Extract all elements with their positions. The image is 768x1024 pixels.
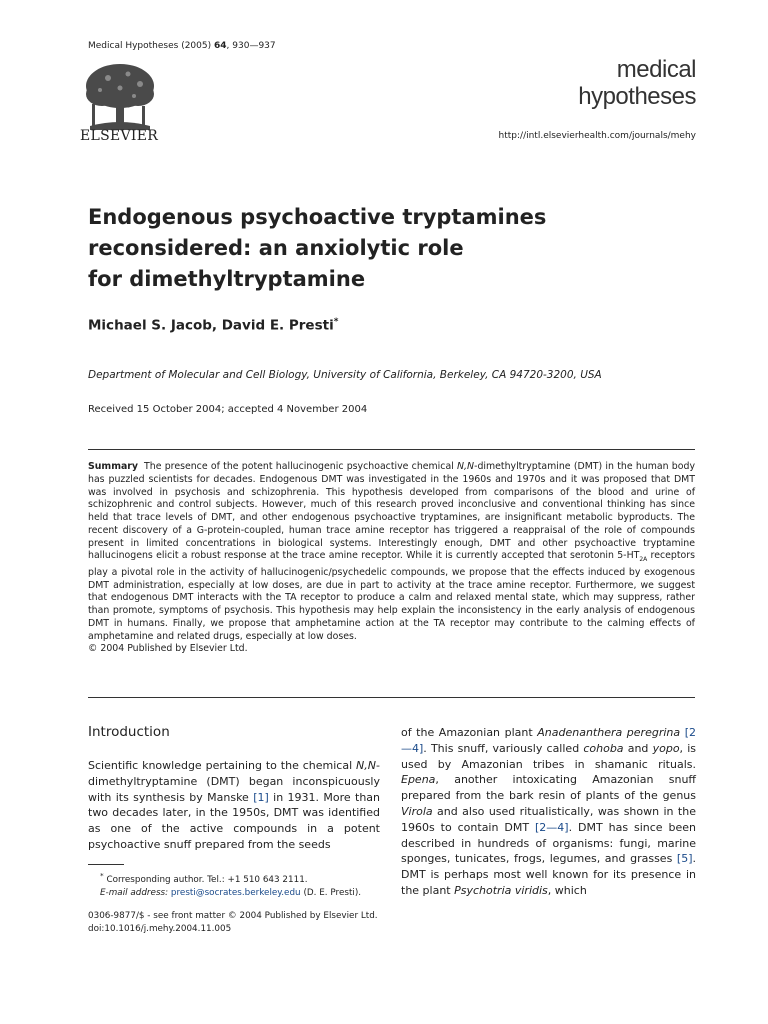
section-heading-introduction: Introduction — [88, 724, 170, 740]
intro-paragraph-right: of the Amazonian plant Anadenanthera peregrina [2—4]. This snuff, variously called cohoba and yopo, is used by Amazonian tribes in shamanic rituals. Epena, another intoxicating Amazonian snuff prepared from the bark resin of plants of the genus Virola and also used ritualistically, was shown in the 1960s to contain DMT [2—4]. DMT has since been described in hundreds of organisms: fungi, marine sponges, tunicates, frogs, legumes, and grasses [5]. DMT is perhaps most well known for its presence in the plant Psychotria viridis, which — [401, 726, 696, 897]
affiliation: Department of Molecular and Cell Biology, University of California, Berkeley, CA 94720-3200, USA — [88, 369, 602, 381]
journal-url[interactable]: http://intl.elsevierhealth.com/journals/mehy — [498, 131, 696, 141]
email-link[interactable]: presti@socrates.berkeley.edu — [170, 887, 301, 898]
reference-link[interactable]: [5] — [676, 852, 693, 866]
reference-link[interactable]: [1] — [253, 790, 269, 804]
summary-copyright: © 2004 Published by Elsevier Ltd. — [88, 643, 248, 655]
footnote-rule — [88, 864, 124, 865]
article-title: Endogenous psychoactive tryptamines reconsidered: an anxiolytic role for dimethyltryptamine — [88, 205, 547, 291]
summary-abstract: Summary The presence of the potent hallucinogenic psychoactive chemical N,N-dimethyltryptamine (DMT) in the human body has puzzled scientists for decades. Endogenous DMT was investigated in the 1960s and 1970s and it was proposed that DMT was involved in psychosis and schizophrenia. This hypothesis developed from comparisons of the blood and urine of schizophrenic and control subjects. However, much of this research proved inconclusive and conventional thinking has since held that trace levels of DMT, and other endogenous psychoactive tryptamines, are insignificant metabolic byproducts. The recent discovery of a G-protein-coupled, human trace amine receptor has triggered a reappraisal of the role of compounds present in limited concentrations in biological systems. Interestingly enough, DMT and other psychoactive tryptamine hallucinogens elicit a robust response at the trace amine receptor. While it is currently accepted that serotonin $5-HT_{2A}$ receptors play a pivotal role in the activity of hallucinogenic/psychedelic compounds, we propose that the effects induced by exogenous DMT administration, especially at low doses, are due in part to activity at the trace amine receptor. Furthermore, we suggest that endogenous DMT interacts with the TA receptor to produce a calm and relaxed mental state, which may suppress, rather than promote, symptoms of psychosis. This hypothesis may help explain the inconsistency in the early analysis of endogenous DMT in humans. Finally, we propose that amphetamine action at the TA receptor may contribute to the calming effects of amphetamine and related drugs, especially at low doses. © 2004 Published by Elsevier Ltd. — [88, 461, 695, 655]
reference-link[interactable]: [2—4] — [535, 820, 569, 834]
corresponding-author-footnote: * Corresponding author. Tel.: +1 510 643 2111. E-mail address: presti@socrates.berkeley.edu (D. E. Presti). — [100, 871, 362, 898]
reference-link[interactable]: [2—4] — [401, 726, 696, 755]
publisher-name: ELSEVIER — [80, 128, 159, 144]
received-dates: Received 15 October 2004; accepted 4 November 2004 — [88, 404, 368, 415]
summary-bottom-rule — [88, 697, 695, 698]
journal-citation: Medical Hypotheses (2005) 64, 930—937 — [88, 41, 276, 51]
front-matter-note: 0306-9877/$ - see front matter © 2004 Published by Elsevier Ltd. doi:10.1016/j.mehy.2004.11.005 — [88, 911, 378, 934]
author-list: Michael S. Jacob, David E. Presti* — [88, 317, 339, 334]
summary-top-rule — [88, 449, 695, 450]
journal-name: medical hypotheses — [578, 56, 696, 110]
doi[interactable]: doi:10.1016/j.mehy.2004.11.005 — [88, 923, 232, 934]
intro-paragraph-left: Scientific knowledge pertaining to the chemical N,N-dimethyltryptamine (DMT) began inconspicuously with its synthesis by Manske [1] in 1931. More than two decades later, in the 1950s, DMT was identified as one of the active compounds in a potent psychoactive snuff prepared from the seeds — [88, 759, 380, 851]
